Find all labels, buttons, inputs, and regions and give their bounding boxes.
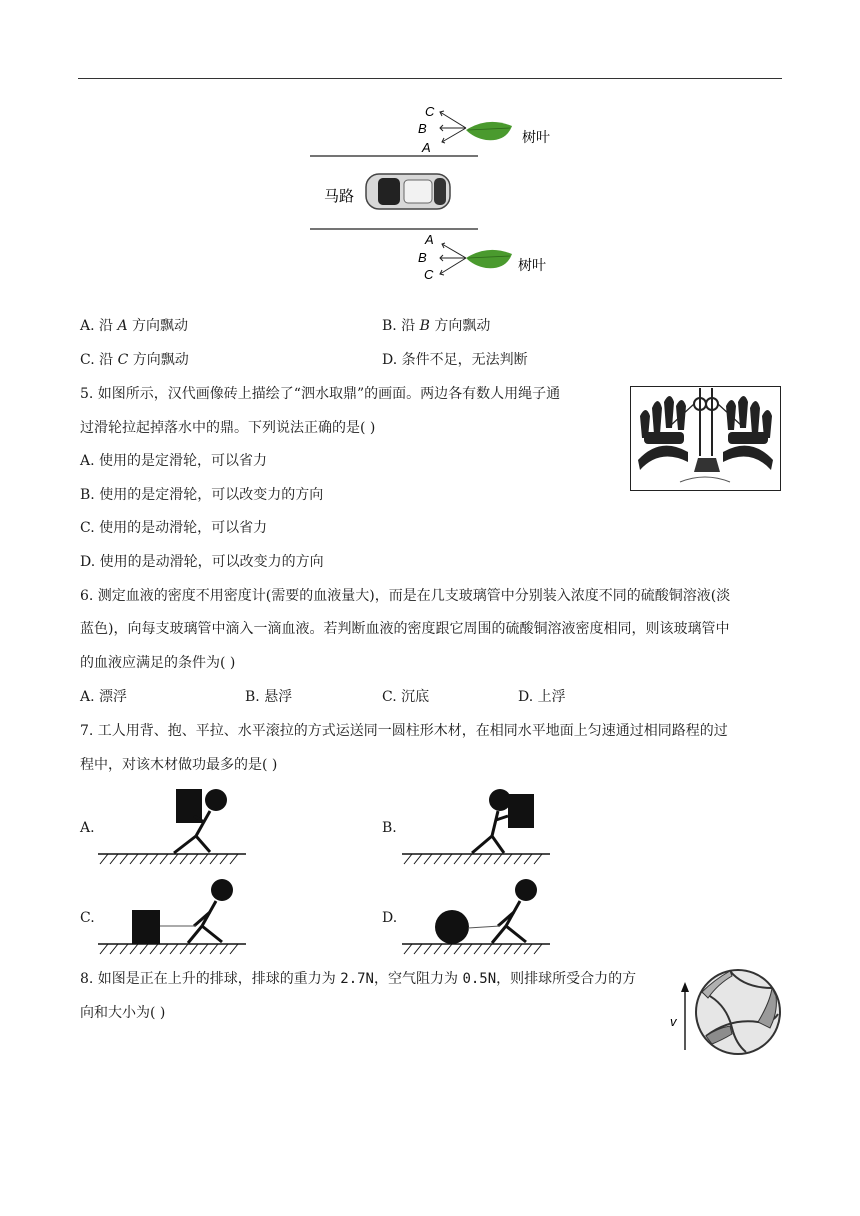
worker-roll-log-figure [402, 876, 552, 958]
q7-stem-line1: 7. 工人用背、抱、平拉、水平滚拉的方式运送同一圆柱形木材，在相同水平地面上匀速通过相同路程的过 [80, 723, 728, 739]
q7-option-a-label: A. [80, 820, 95, 836]
q6-option-c: C. 沉底 [382, 689, 430, 705]
q5-option-d: D. 使用的是动滑轮，可以改变力的方向 [80, 554, 324, 570]
q7-option-b-label: B. [382, 820, 397, 836]
car-icon [366, 174, 450, 209]
volleyball-figure [666, 968, 784, 1058]
q5-option-c: C. 使用的是动滑轮，可以省力 [80, 520, 268, 536]
road-leaf-figure [300, 98, 570, 288]
leaf-top-icon [466, 122, 512, 140]
q6-option-a: A. 漂浮 [80, 689, 128, 705]
leaf-bottom-label: 树叶 [518, 257, 546, 273]
q6-stem-line2: 蓝色)，向每支玻璃管中滴入一滴血液。若判断血液的密度跟它周围的硫酸铜溶液密度相同，则该玻璃管中 [80, 621, 730, 637]
q4-option-b: B. 沿 B 方向飘动 [382, 318, 491, 334]
bottom-arrows [440, 243, 466, 275]
q5-stem-line1: 5. 如图所示，汉代画像砖上描绘了“泗水取鼎”的画面。两边各有数人用绳子通 [80, 386, 561, 402]
label-top-b: B [418, 121, 427, 136]
q4-option-a: A. 沿 A 方向飘动 [80, 318, 189, 334]
road-label: 马路 [324, 188, 355, 205]
label-top-a: A [422, 140, 431, 155]
worker-drag-box-figure [98, 876, 248, 958]
q5-stem-line2: 过滑轮拉起掉落水中的鼎。下列说法正确的是( ) [80, 420, 376, 436]
q6-stem-line3: 的血液应满足的条件为( ) [80, 655, 236, 671]
velocity-label: v [670, 1014, 677, 1029]
leaf-top-label: 树叶 [522, 129, 550, 145]
q8-stem-line2: 向和大小为( ) [80, 1005, 166, 1021]
pulley-relief-image [630, 386, 781, 491]
volleyball-icon [696, 970, 780, 1054]
q6-stem-line1: 6. 测定血液的密度不用密度计(需要的血液量大)，而是在几支玻璃管中分别装入浓度不同的硫酸铜溶液(淡 [80, 588, 731, 604]
header-rule [78, 78, 782, 79]
q5-option-b: B. 使用的是定滑轮，可以改变力的方向 [80, 487, 324, 503]
q4-option-c: C. 沿 C 方向飘动 [80, 352, 189, 368]
q8-stem-line1: 8. 如图是正在上升的排球，排球的重力为 2.7N，空气阻力为 0.5N，则排球所受合力的方 [80, 971, 637, 987]
label-bot-c: C [424, 267, 434, 282]
label-bot-a: A [425, 232, 434, 247]
q7-option-d-label: D. [382, 910, 398, 926]
q4-option-d: D. 条件不足，无法判断 [382, 352, 528, 368]
top-arrows [440, 111, 466, 143]
q6-option-d: D. 上浮 [518, 689, 566, 705]
worker-back-carry-figure [98, 786, 248, 868]
worker-arm-carry-figure [402, 786, 552, 868]
label-top-c: C [425, 104, 435, 119]
label-bot-b: B [418, 250, 427, 265]
q5-option-a: A. 使用的是定滑轮，可以省力 [80, 453, 268, 469]
leaf-bottom-icon [466, 250, 512, 268]
q6-option-b: B. 悬浮 [245, 689, 293, 705]
q7-option-c-label: C. [80, 910, 95, 926]
q7-stem-line2: 程中，对该木材做功最多的是( ) [80, 757, 278, 773]
